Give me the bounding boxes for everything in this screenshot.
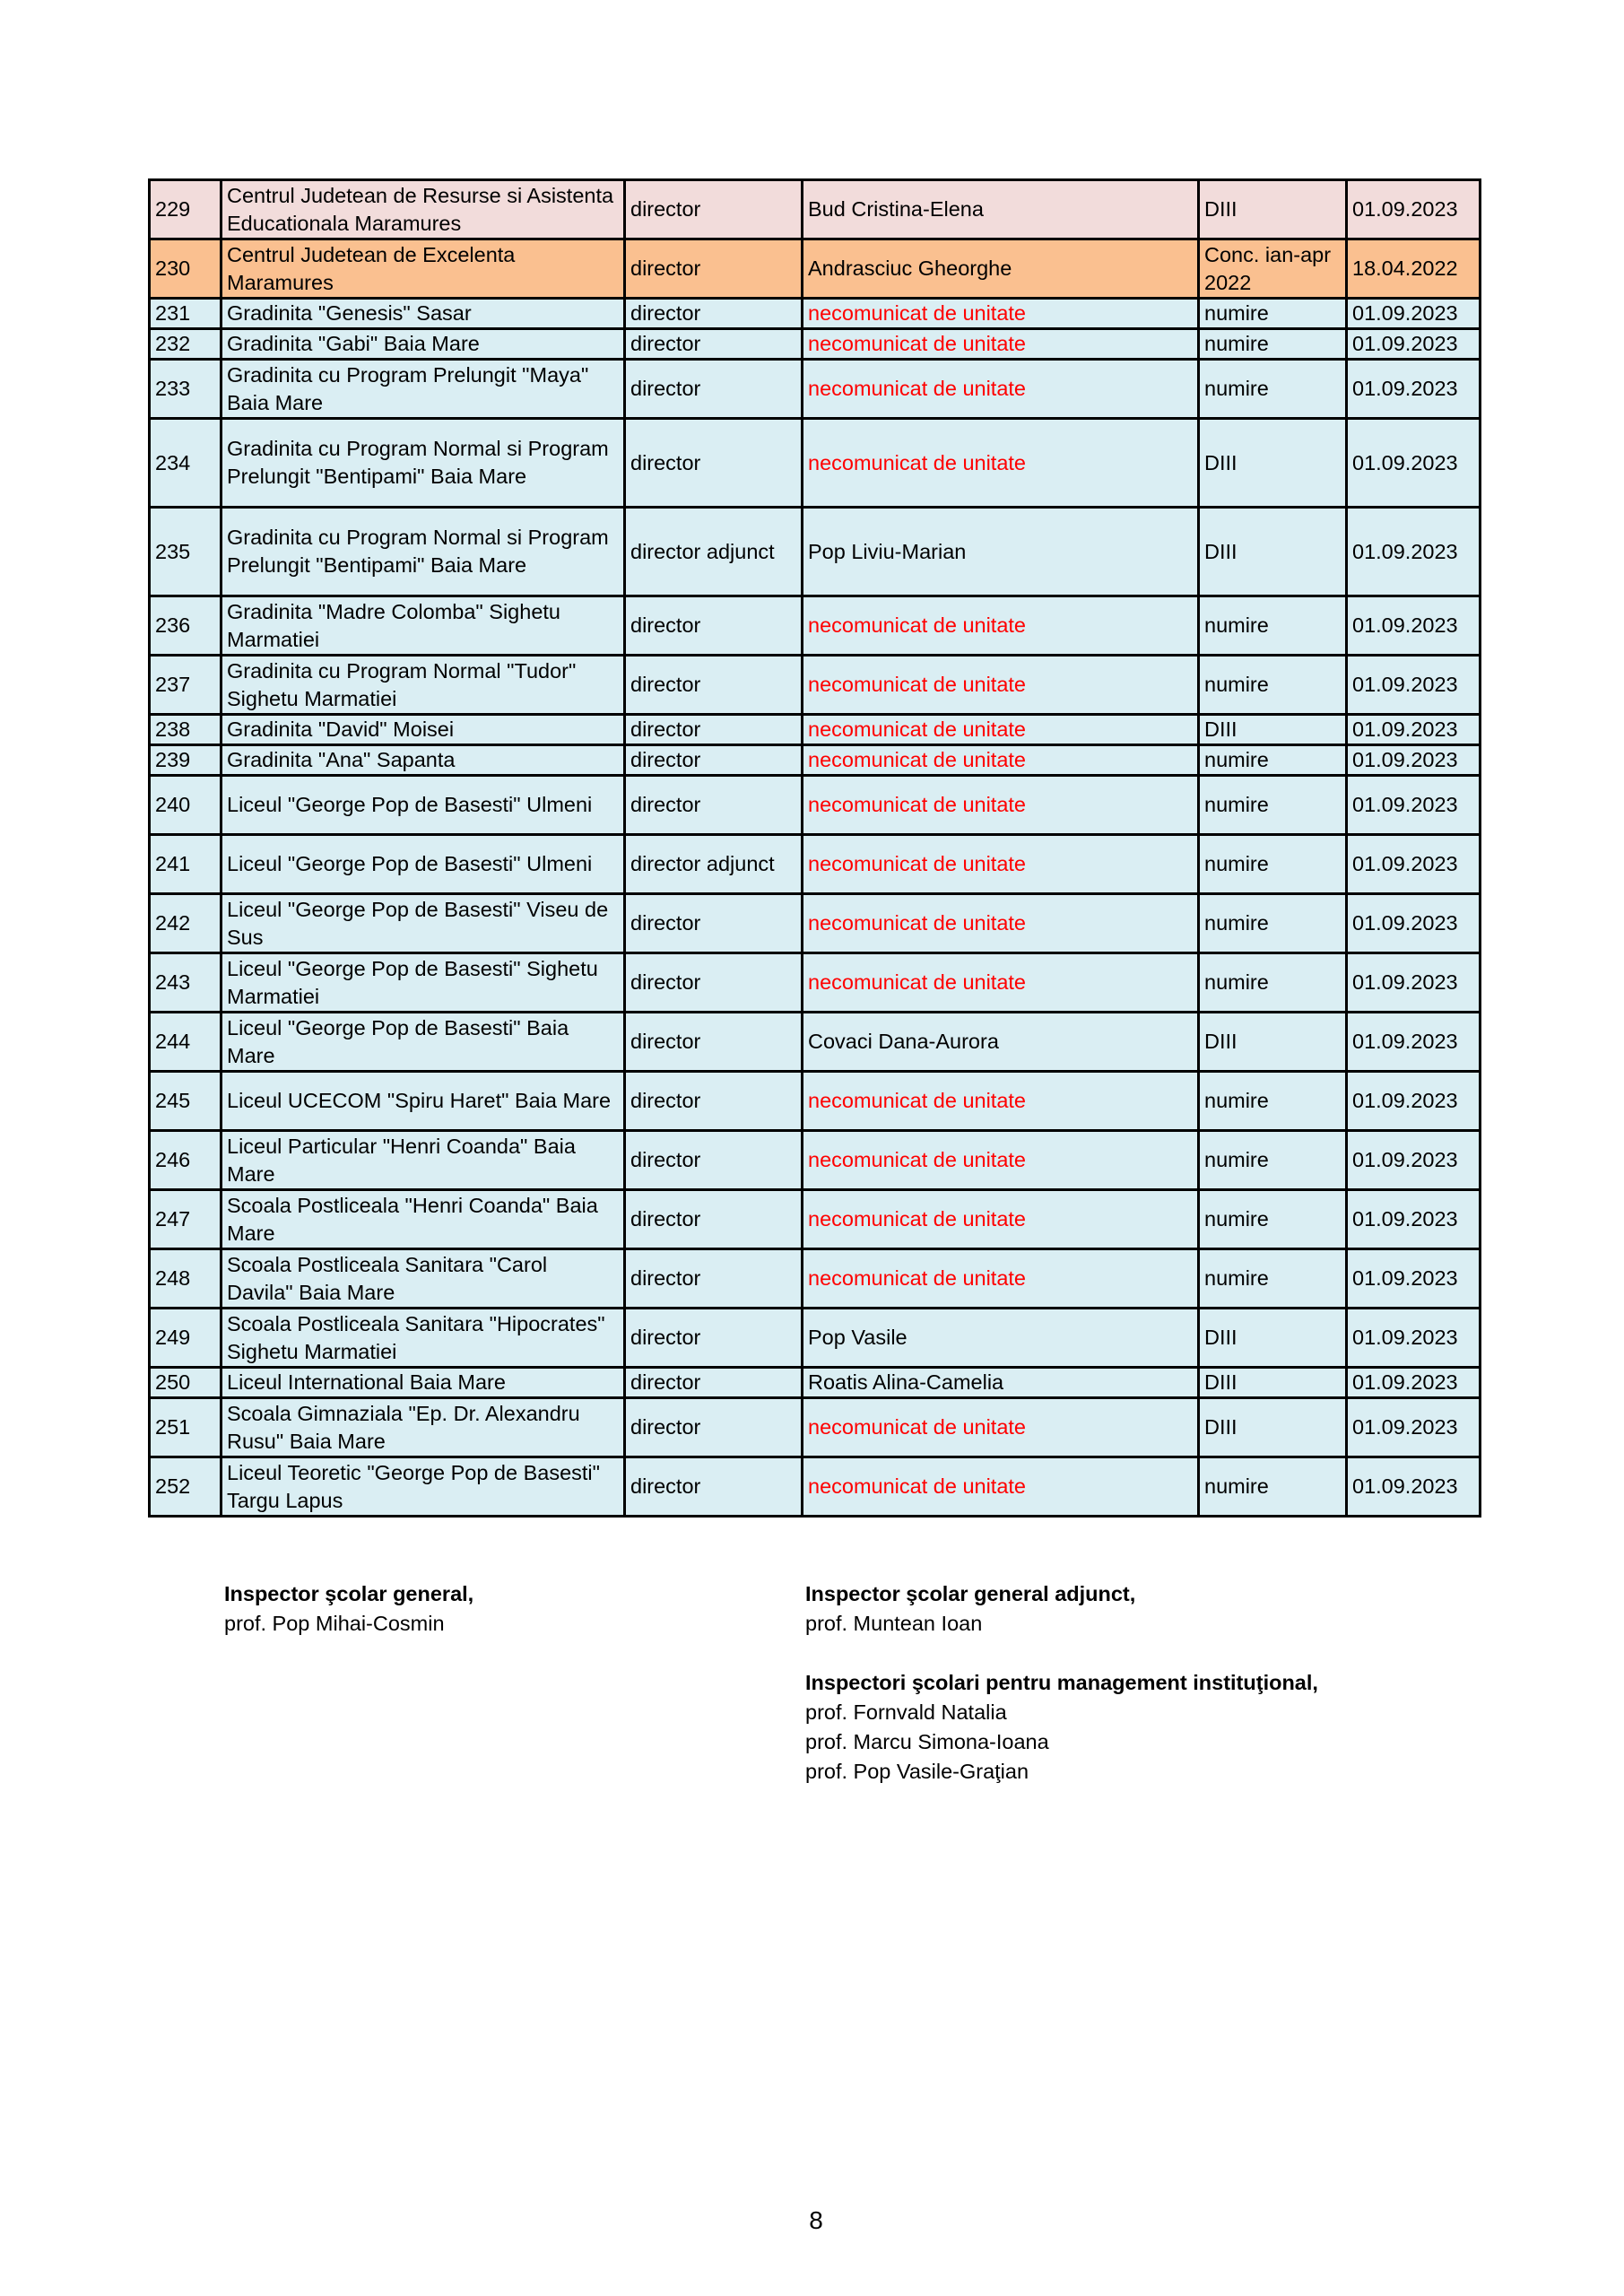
signature-management-name: prof. Pop Vasile-Graţian: [805, 1760, 1029, 1783]
table-row: [150, 656, 1481, 715]
table-row: [150, 745, 1481, 776]
unit-name-cell: Gradinita cu Program Prelungit "Maya" Baia Mare: [221, 360, 625, 419]
row-number-cell: 249: [150, 1309, 221, 1368]
person-name-cell: necomunicat de unitate: [803, 1398, 1199, 1457]
table-row: [150, 776, 1481, 835]
signature-management-title: Inspectori şcolari pentru management instituţional,: [805, 1671, 1318, 1694]
appointment-mode-cell: numire: [1199, 1457, 1347, 1517]
role-cell: director: [625, 180, 803, 239]
row-number-cell: 243: [150, 953, 221, 1013]
person-name-cell: Pop Vasile: [803, 1309, 1199, 1368]
role-cell: director: [625, 1190, 803, 1249]
date-cell: 01.09.2023: [1347, 180, 1481, 239]
person-name-cell: necomunicat de unitate: [803, 1190, 1199, 1249]
role-cell: director: [625, 596, 803, 656]
unit-name-cell: Liceul "George Pop de Basesti" Viseu de Sus: [221, 894, 625, 953]
directors-table: [148, 178, 1481, 1518]
person-name-cell: necomunicat de unitate: [803, 745, 1199, 776]
table-row: [150, 1013, 1481, 1072]
person-name-cell: necomunicat de unitate: [803, 1249, 1199, 1309]
row-number-cell: 236: [150, 596, 221, 656]
role-cell: director: [625, 1457, 803, 1517]
role-cell: director: [625, 1249, 803, 1309]
appointment-mode-cell: numire: [1199, 299, 1347, 329]
signature-management-name: prof. Marcu Simona-Ioana: [805, 1730, 1049, 1753]
table-row: [150, 180, 1481, 239]
unit-name-cell: Gradinita "Ana" Sapanta: [221, 745, 625, 776]
row-number-cell: 233: [150, 360, 221, 419]
row-number-cell: 229: [150, 180, 221, 239]
role-cell: director: [625, 1131, 803, 1190]
unit-name-cell: Liceul "George Pop de Basesti" Baia Mare: [221, 1013, 625, 1072]
table-row: [150, 1398, 1481, 1457]
appointment-mode-cell: Conc. ian-apr 2022: [1199, 239, 1347, 299]
signature-general-title: Inspector şcolar general,: [224, 1582, 474, 1605]
row-number-cell: 251: [150, 1398, 221, 1457]
table-row: [150, 360, 1481, 419]
row-number-cell: 252: [150, 1457, 221, 1517]
row-number-cell: 241: [150, 835, 221, 894]
appointment-mode-cell: numire: [1199, 835, 1347, 894]
signature-general-name: prof. Pop Mihai-Cosmin: [224, 1612, 445, 1635]
unit-name-cell: Liceul International Baia Mare: [221, 1368, 625, 1398]
unit-name-cell: Gradinita cu Program Normal si Program Prelungit "Bentipami" Baia Mare: [221, 419, 625, 508]
row-number-cell: 240: [150, 776, 221, 835]
appointment-mode-cell: numire: [1199, 1072, 1347, 1131]
unit-name-cell: Liceul "George Pop de Basesti" Sighetu Marmatiei: [221, 953, 625, 1013]
role-cell: director adjunct: [625, 835, 803, 894]
role-cell: director: [625, 776, 803, 835]
appointment-mode-cell: DIII: [1199, 1398, 1347, 1457]
role-cell: director: [625, 299, 803, 329]
appointment-mode-cell: numire: [1199, 360, 1347, 419]
person-name-cell: necomunicat de unitate: [803, 1131, 1199, 1190]
unit-name-cell: Gradinita cu Program Normal "Tudor" Sighetu Marmatiei: [221, 656, 625, 715]
unit-name-cell: Liceul "George Pop de Basesti" Ulmeni: [221, 776, 625, 835]
appointment-mode-cell: DIII: [1199, 419, 1347, 508]
date-cell: 01.09.2023: [1347, 656, 1481, 715]
date-cell: 01.09.2023: [1347, 1013, 1481, 1072]
date-cell: 01.09.2023: [1347, 953, 1481, 1013]
role-cell: director: [625, 894, 803, 953]
row-number-cell: 234: [150, 419, 221, 508]
role-cell: director: [625, 1072, 803, 1131]
table-row: [150, 329, 1481, 360]
signature-adjunct: [805, 1579, 1318, 1787]
appointment-mode-cell: numire: [1199, 329, 1347, 360]
appointment-mode-cell: DIII: [1199, 1368, 1347, 1398]
unit-name-cell: Scoala Postliceala Sanitara "Carol Davila" Baia Mare: [221, 1249, 625, 1309]
table-row: [150, 715, 1481, 745]
person-name-cell: necomunicat de unitate: [803, 953, 1199, 1013]
appointment-mode-cell: numire: [1199, 596, 1347, 656]
role-cell: director adjunct: [625, 508, 803, 596]
role-cell: director: [625, 1013, 803, 1072]
signature-management-name: prof. Fornvald Natalia: [805, 1700, 1007, 1724]
unit-name-cell: Centrul Judetean de Excelenta Maramures: [221, 239, 625, 299]
appointment-mode-cell: DIII: [1199, 1013, 1347, 1072]
unit-name-cell: Gradinita "Genesis" Sasar: [221, 299, 625, 329]
person-name-cell: necomunicat de unitate: [803, 596, 1199, 656]
row-number-cell: 231: [150, 299, 221, 329]
appointment-mode-cell: numire: [1199, 953, 1347, 1013]
date-cell: 01.09.2023: [1347, 299, 1481, 329]
date-cell: 01.09.2023: [1347, 894, 1481, 953]
date-cell: 01.09.2023: [1347, 1398, 1481, 1457]
table-row: [150, 239, 1481, 299]
appointment-mode-cell: numire: [1199, 894, 1347, 953]
unit-name-cell: Scoala Gimnaziala "Ep. Dr. Alexandru Rusu" Baia Mare: [221, 1398, 625, 1457]
appointment-mode-cell: numire: [1199, 1249, 1347, 1309]
date-cell: 01.09.2023: [1347, 1309, 1481, 1368]
table-row: [150, 1072, 1481, 1131]
date-cell: 01.09.2023: [1347, 360, 1481, 419]
person-name-cell: necomunicat de unitate: [803, 894, 1199, 953]
table-body: [150, 180, 1481, 1517]
person-name-cell: Roatis Alina-Camelia: [803, 1368, 1199, 1398]
row-number-cell: 244: [150, 1013, 221, 1072]
role-cell: director: [625, 1398, 803, 1457]
table-row: [150, 835, 1481, 894]
person-name-cell: necomunicat de unitate: [803, 299, 1199, 329]
unit-name-cell: Gradinita cu Program Normal si Program Prelungit "Bentipami" Baia Mare: [221, 508, 625, 596]
signature-general: [224, 1579, 473, 1639]
unit-name-cell: Centrul Judetean de Resurse si Asistenta Educationala Maramures: [221, 180, 625, 239]
table-row: [150, 508, 1481, 596]
unit-name-cell: Gradinita "Madre Colomba" Sighetu Marmatiei: [221, 596, 625, 656]
person-name-cell: necomunicat de unitate: [803, 329, 1199, 360]
signature-adjunct-title: Inspector şcolar general adjunct,: [805, 1582, 1136, 1605]
date-cell: 01.09.2023: [1347, 1072, 1481, 1131]
appointment-mode-cell: DIII: [1199, 715, 1347, 745]
table-row: [150, 419, 1481, 508]
table-row: [150, 596, 1481, 656]
date-cell: 01.09.2023: [1347, 835, 1481, 894]
date-cell: 01.09.2023: [1347, 715, 1481, 745]
person-name-cell: necomunicat de unitate: [803, 1072, 1199, 1131]
role-cell: director: [625, 1309, 803, 1368]
person-name-cell: necomunicat de unitate: [803, 360, 1199, 419]
role-cell: director: [625, 360, 803, 419]
date-cell: 01.09.2023: [1347, 329, 1481, 360]
unit-name-cell: Liceul "George Pop de Basesti" Ulmeni: [221, 835, 625, 894]
role-cell: director: [625, 745, 803, 776]
person-name-cell: necomunicat de unitate: [803, 835, 1199, 894]
date-cell: 18.04.2022: [1347, 239, 1481, 299]
person-name-cell: Covaci Dana-Aurora: [803, 1013, 1199, 1072]
role-cell: director: [625, 419, 803, 508]
date-cell: 01.09.2023: [1347, 508, 1481, 596]
person-name-cell: Pop Liviu-Marian: [803, 508, 1199, 596]
role-cell: director: [625, 239, 803, 299]
person-name-cell: necomunicat de unitate: [803, 656, 1199, 715]
person-name-cell: necomunicat de unitate: [803, 1457, 1199, 1517]
appointment-mode-cell: DIII: [1199, 508, 1347, 596]
appointment-mode-cell: numire: [1199, 745, 1347, 776]
table-row: [150, 1457, 1481, 1517]
table-row: [150, 1190, 1481, 1249]
page-number: 8: [809, 2206, 823, 2234]
row-number-cell: 245: [150, 1072, 221, 1131]
unit-name-cell: Liceul UCECOM "Spiru Haret" Baia Mare: [221, 1072, 625, 1131]
row-number-cell: 242: [150, 894, 221, 953]
role-cell: director: [625, 329, 803, 360]
row-number-cell: 248: [150, 1249, 221, 1309]
date-cell: 01.09.2023: [1347, 745, 1481, 776]
date-cell: 01.09.2023: [1347, 1249, 1481, 1309]
table-row: [150, 1249, 1481, 1309]
appointment-mode-cell: numire: [1199, 1131, 1347, 1190]
appointment-mode-cell: numire: [1199, 776, 1347, 835]
table-row: [150, 1309, 1481, 1368]
role-cell: director: [625, 656, 803, 715]
date-cell: 01.09.2023: [1347, 1131, 1481, 1190]
row-number-cell: 250: [150, 1368, 221, 1398]
person-name-cell: Andrasciuc Gheorghe: [803, 239, 1199, 299]
table-row: [150, 953, 1481, 1013]
role-cell: director: [625, 1368, 803, 1398]
row-number-cell: 232: [150, 329, 221, 360]
table-row: [150, 299, 1481, 329]
row-number-cell: 238: [150, 715, 221, 745]
appointment-mode-cell: numire: [1199, 656, 1347, 715]
date-cell: 01.09.2023: [1347, 1457, 1481, 1517]
appointment-mode-cell: DIII: [1199, 180, 1347, 239]
date-cell: 01.09.2023: [1347, 1190, 1481, 1249]
person-name-cell: necomunicat de unitate: [803, 776, 1199, 835]
row-number-cell: 235: [150, 508, 221, 596]
person-name-cell: necomunicat de unitate: [803, 419, 1199, 508]
table-row: [150, 1368, 1481, 1398]
date-cell: 01.09.2023: [1347, 419, 1481, 508]
unit-name-cell: Liceul Teoretic "George Pop de Basesti" Targu Lapus: [221, 1457, 625, 1517]
appointment-mode-cell: numire: [1199, 1190, 1347, 1249]
person-name-cell: Bud Cristina-Elena: [803, 180, 1199, 239]
unit-name-cell: Scoala Postliceala Sanitara "Hipocrates" Sighetu Marmatiei: [221, 1309, 625, 1368]
row-number-cell: 246: [150, 1131, 221, 1190]
row-number-cell: 237: [150, 656, 221, 715]
unit-name-cell: Liceul Particular "Henri Coanda" Baia Mare: [221, 1131, 625, 1190]
role-cell: director: [625, 715, 803, 745]
date-cell: 01.09.2023: [1347, 1368, 1481, 1398]
person-name-cell: necomunicat de unitate: [803, 715, 1199, 745]
unit-name-cell: Gradinita "David" Moisei: [221, 715, 625, 745]
table-row: [150, 1131, 1481, 1190]
table-row: [150, 894, 1481, 953]
unit-name-cell: Gradinita "Gabi" Baia Mare: [221, 329, 625, 360]
date-cell: 01.09.2023: [1347, 776, 1481, 835]
signature-adjunct-name: prof. Muntean Ioan: [805, 1612, 983, 1635]
role-cell: director: [625, 953, 803, 1013]
row-number-cell: 239: [150, 745, 221, 776]
unit-name-cell: Scoala Postliceala "Henri Coanda" Baia Mare: [221, 1190, 625, 1249]
row-number-cell: 230: [150, 239, 221, 299]
date-cell: 01.09.2023: [1347, 596, 1481, 656]
appointment-mode-cell: DIII: [1199, 1309, 1347, 1368]
row-number-cell: 247: [150, 1190, 221, 1249]
